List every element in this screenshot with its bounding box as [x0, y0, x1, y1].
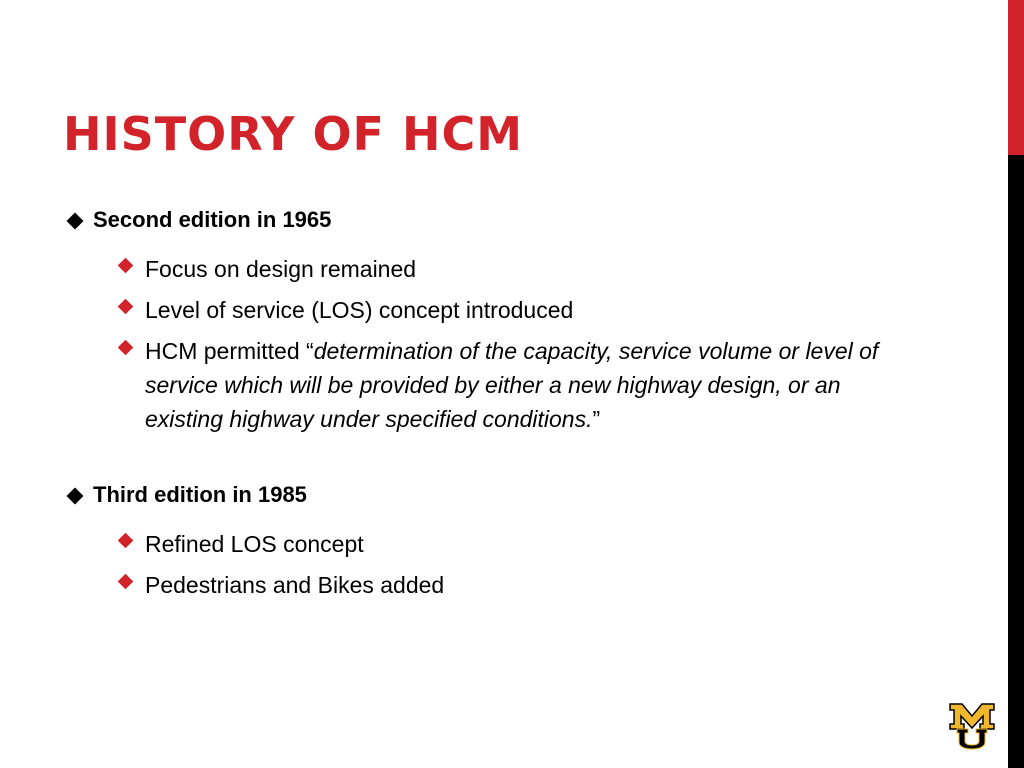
- sub-bullet-text: Focus on design remained: [145, 256, 417, 282]
- quote-prefix: HCM permitted “: [145, 338, 314, 364]
- sub-bullet-text: Refined LOS concept: [145, 531, 364, 557]
- sub-bullet: [116, 293, 896, 327]
- sub-bullet: [116, 527, 896, 561]
- diamond-bullet-icon: [118, 533, 134, 549]
- quote-suffix: ”: [592, 406, 601, 432]
- sub-bullet-quote-text: [145, 334, 885, 436]
- bullet-third-edition: [66, 482, 307, 508]
- bullet-text: Third edition in 1985: [93, 482, 307, 507]
- diamond-bullet-icon: [118, 299, 134, 315]
- diamond-bullet-icon: [118, 574, 134, 590]
- diamond-bullet-icon: [118, 258, 134, 274]
- bullet-text: Second edition in 1965: [93, 207, 332, 232]
- sub-bullet-quote: [116, 334, 896, 436]
- side-bar-accent: [1008, 0, 1024, 155]
- sub-bullet-text: Level of service (LOS) concept introduced: [145, 297, 574, 323]
- bullet-second-edition: [66, 207, 331, 233]
- diamond-bullet-icon: [67, 213, 84, 230]
- diamond-bullet-icon: [67, 488, 84, 505]
- sub-bullet-text: Pedestrians and Bikes added: [145, 572, 445, 598]
- sub-bullet: [116, 568, 896, 602]
- quote-body: determination of the capacity, service volume or level of service which will be provided by either a new highway design, or an existing highway under specified conditions.: [145, 338, 879, 432]
- sub-bullet: [116, 252, 896, 286]
- diamond-bullet-icon: [118, 340, 134, 356]
- slide-title: HISTORY OF HCM: [63, 107, 524, 161]
- mu-logo-icon: [948, 702, 996, 750]
- side-bar-dark: [1008, 155, 1024, 768]
